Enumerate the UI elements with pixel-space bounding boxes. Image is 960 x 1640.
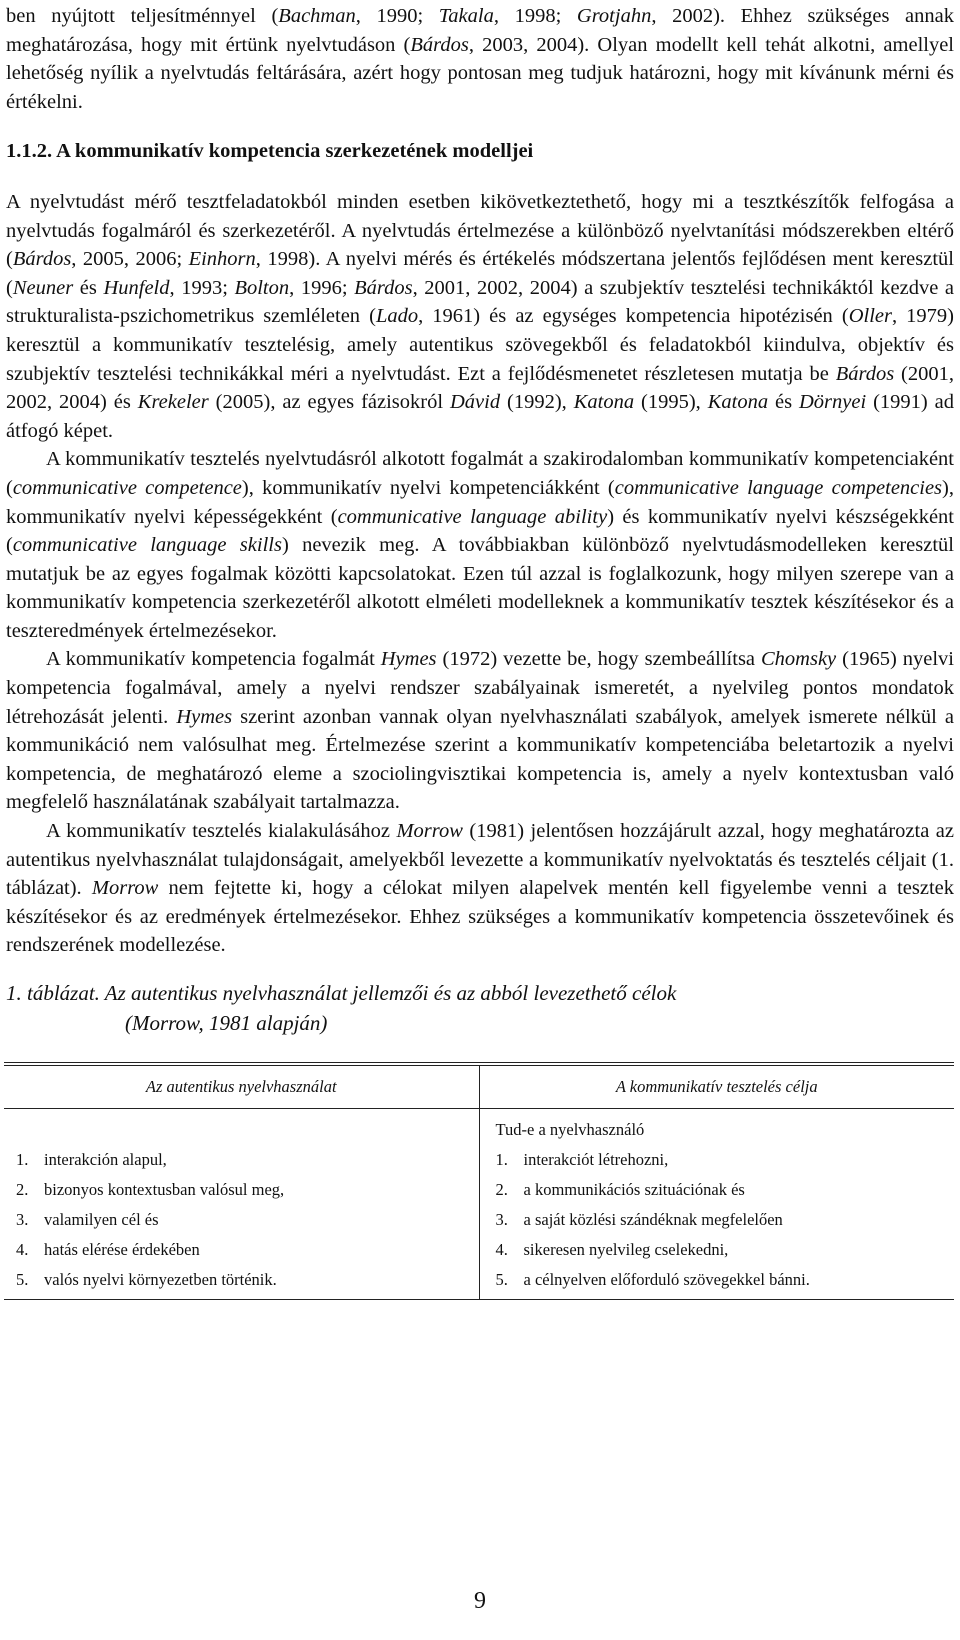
left-list (4, 1145, 479, 1295)
italic-reference: communicative competence (12, 476, 242, 499)
italic-reference: Hymes (380, 648, 437, 671)
italic-reference: Bárdos (354, 276, 413, 299)
italic-reference: Morrow (396, 820, 463, 843)
list-item-number: 2. (16, 1180, 29, 1199)
list-item-text: interakción alapul, (44, 1150, 167, 1169)
italic-reference: Bolton (234, 276, 290, 299)
paragraph-2: A kommunikatív tesztelés nyelvtudásról alkotott fogalmát a szakirodalomban kommunikatív kompetenciaként (communicative competence), kommunikatív nyelvi kompetenciákként (communicative language competencies), kommunikatív nyelvi képességekként (communicative language ability) és kommunikatív nyelvi készségekként (communicative language skills) nevezik meg. A továbbiakban különböző nyelvtudásmodelleken keresztül mutatjuk be az egyes fogalmak közötti kapcsolatokat. Ezen túl azzal is foglalkozunk, hogy milyen szerepe van a kommunikatív kompetencia szerkezetéről alkotott elméleti modelleknek a kommunikatív tesztek készítésekor és a teszteredmények értelmezésekor. (6, 448, 954, 642)
italic-reference: Krekeler (137, 391, 209, 414)
table-caption-line2: (Morrow, 1981 alapján) (125, 1011, 328, 1035)
italic-reference: Bárdos (835, 362, 895, 385)
list-item (4, 1265, 479, 1295)
list-item-number: 4. (495, 1240, 508, 1259)
list-item-number: 5. (16, 1270, 29, 1289)
table-1 (6, 1062, 954, 1300)
table-caption (6, 978, 954, 1038)
list-item-text: sikeresen nyelvileg cselekedni, (523, 1240, 729, 1259)
paragraph-4: A kommunikatív tesztelés kialakulásához Morrow (1981) jelentősen hozzájárult azzal, hogy meghatározta az autentikus nyelvhasználat tulajdonságait, amelyekből levezette a kommunikatív nyelvoktatás és tesztelés céljait (1. táblázat). Morrow nem fejtette ki, hogy a célokat milyen alapelvek mentén kell figyelembe venni a tesztek készítésekor és az eredmények értelmezésekor. Ehhez szükséges a kommunikatív kompetencia összetevőinek és rendszerének modellezése. (6, 820, 954, 957)
list-item-text: a célnyelven előforduló szövegekkel bánni. (523, 1270, 810, 1289)
table-header-left: Az autentikus nyelvhasználat (4, 1064, 479, 1109)
list-item-text: valós nyelvi környezetben történik. (44, 1270, 277, 1289)
intro-paragraph: ben nyújtott teljesítménnyel (Bachman, 1990; Takala, 1998; Grotjahn, 2002). Ehhez szükséges annak meghatározása, hogy mit értünk nyelvtudáson (Bárdos, 2003, 2004). Olyan modellt kell tehát alkotni, amellyel lehetőség nyílik a nyelvtudás feltárására, azért hogy pontosan meg tudjuk határozni, hogy mit kívánunk mérni és értékelni. (6, 5, 954, 113)
italic-reference: Hymes (176, 705, 233, 728)
list-item (480, 1175, 955, 1205)
list-item-text: a saját közlési szándéknak megfelelően (523, 1210, 783, 1229)
list-item-number: 4. (16, 1240, 29, 1259)
italic-reference: communicative language competencies (614, 476, 943, 499)
list-item (480, 1205, 955, 1235)
list-item-number: 3. (495, 1210, 508, 1229)
paragraph-3: A kommunikatív kompetencia fogalmát Hymes (1972) vezette be, hogy szembeállítsa Chomsky (1965) nyelvi kompetencia fogalmával, amely a nyelvi rendszer szabályainak ismeretét, a nyelvileg pontos mondatok létrehozását jelenti. Hymes szerint azonban vannak olyan nyelvhasználati szabályok, amelyek ismerete nélkül a kommunikáció nem valósulhat meg. Értelmezése szerint a kommunikatív kompetenciába beletartozik a nyelvi kompetencia, de meghatározó eleme a szociolingvisztikai kompetencia is, amely a nyelv kontextusban való megfelelő használatának szabályait tartalmazza. (6, 648, 955, 814)
list-item (4, 1235, 479, 1265)
list-item-text: bizonyos kontextusban valósul meg, (44, 1180, 285, 1199)
italic-reference: Dörnyei (799, 391, 867, 414)
italic-reference: Einhorn (188, 248, 256, 271)
list-item (4, 1205, 479, 1235)
list-item-text: a kommunikációs szituációnak és (523, 1180, 745, 1199)
italic-reference: Dávid (449, 391, 501, 414)
italic-reference: communicative language skills (12, 534, 282, 557)
list-item (4, 1145, 479, 1175)
list-item-number: 3. (16, 1210, 29, 1229)
italic-reference: Chomsky (761, 648, 837, 671)
list-item (480, 1265, 955, 1295)
list-item-number: 2. (495, 1180, 508, 1199)
list-item-number: 1. (495, 1150, 508, 1169)
table-caption-line1: 1. táblázat. Az autentikus nyelvhasználat jellemzői és az abból levezethető célok (6, 981, 677, 1005)
list-item-number: 5. (495, 1270, 508, 1289)
italic-reference: Katona (573, 391, 635, 414)
right-list (480, 1145, 955, 1295)
section-heading: 1.1.2. A kommunikatív kompetencia szerkezetének modelljei (6, 140, 534, 163)
paragraph-1: A nyelvtudást mérő tesztfeladatokból minden esetben kikövetkeztethető, hogy mi a tesztkészítők felfogása a nyelvtudás fogalmáról és szerkezetéről. A nyelvtudás értelmezése a különböző nyelvtanítási módszerekben eltérő (Bárdos, 2005, 2006; Einhorn, 1998). A nyelvi mérés és értékelés módszertana jelentős fejlődésen ment keresztül (Neuner és Hunfeld, 1993; Bolton, 1996; Bárdos, 2001, 2002, 2004) a szubjektív tesztelési technikáktól kezdve a strukturalista-pszichometrikus szemléleten (Lado, 1961) és az egységes kompetencia hipotézisén (Oller, 1979) keresztül a kommunikatív tesztelésig, amely autentikus szövegekből és feladatokból kiindulva, objektív és szubjektív tesztelési technikákkal méri a nyelvtudást. Ezt a fejlődésmenetet részletesen mutatja be Bárdos (2001, 2002, 2004) és Krekeler (2005), az egyes fázisokról Dávid (1992), Katona (1995), Katona és Dörnyei (1991) ad átfogó képet. (6, 190, 955, 442)
table-right-cell (479, 1109, 954, 1300)
list-item-text: interakciót létrehozni, (523, 1150, 669, 1169)
list-item (4, 1175, 479, 1205)
list-item (480, 1235, 955, 1265)
italic-reference: Hunfeld (103, 276, 170, 299)
right-lead: Tud-e a nyelvhasználó (495, 1120, 645, 1139)
italic-reference: Lado (375, 305, 419, 328)
document-page (6, 0, 954, 1300)
table-left-cell (4, 1109, 479, 1300)
list-item-text: hatás elérése érdekében (44, 1240, 200, 1259)
list-item-text: valamilyen cél és (44, 1210, 159, 1229)
italic-reference: Neuner (12, 276, 74, 299)
italic-reference: communicative language ability (337, 505, 608, 528)
list-item-number: 1. (16, 1150, 29, 1169)
italic-reference: Bachman (278, 5, 356, 27)
page-number: 9 (474, 1588, 486, 1614)
italic-reference: Oller (848, 305, 892, 328)
italic-reference: Takala (438, 5, 494, 27)
list-item (480, 1145, 955, 1175)
table-header-right: A kommunikatív tesztelés célja (479, 1064, 954, 1109)
italic-reference: Bárdos (410, 33, 469, 56)
italic-reference: Morrow (91, 877, 159, 900)
italic-reference: Grotjahn (576, 5, 652, 27)
italic-reference: Bárdos (12, 248, 72, 271)
italic-reference: Katona (707, 391, 769, 414)
